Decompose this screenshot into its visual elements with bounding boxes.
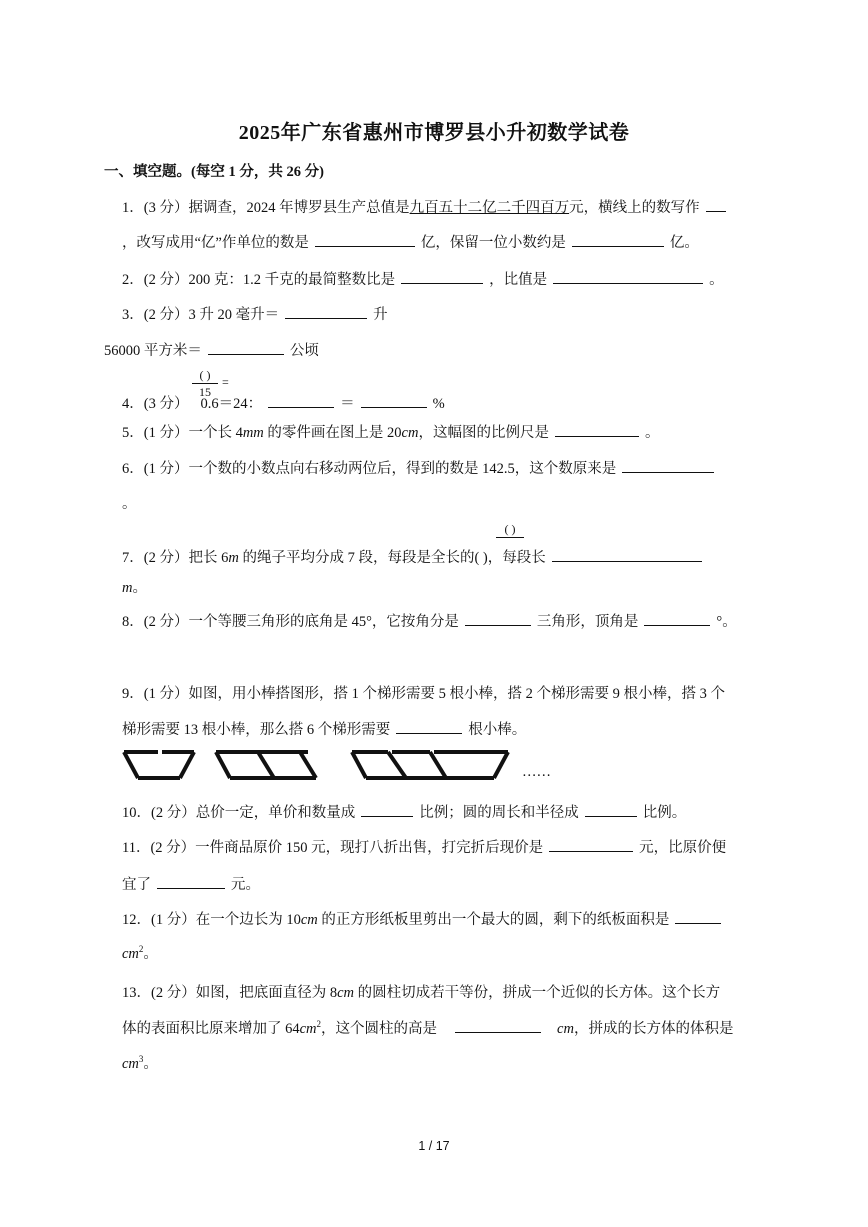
q13-unit-cm3: cm: [122, 1056, 139, 1072]
section-heading: 一、填空题。(每空 1 分，共 26 分): [104, 164, 324, 180]
question-4: [122, 392, 445, 413]
q13-line-3: [122, 1052, 158, 1073]
q13-unit-cm: cm: [337, 985, 354, 1001]
q10-text-b: 比例；圆的周长和半径成: [419, 805, 579, 821]
question-9-line-2: [122, 718, 526, 739]
q5-unit-mm: mm: [242, 425, 264, 441]
q13-text-b: 的圆柱切成若干等份，拼成一个近似的长方体。这个长方: [354, 985, 721, 1001]
q12-text-b: 的正方形纸板里剪出一个最大的圆，剩下的纸板面积是: [317, 912, 670, 928]
q4-fraction-denominator: 15: [199, 385, 211, 399]
q1-answer-blank-2[interactable]: [315, 232, 415, 247]
q4-text: 4．(3 分）: [122, 396, 189, 412]
q2-text-c: 。: [709, 272, 724, 288]
q13-superscript-3: 3: [138, 1054, 144, 1065]
q4-fraction-numerator[interactable]: ( ): [199, 368, 211, 382]
q2-answer-blank-2[interactable]: [553, 269, 703, 284]
q7-answer-blank[interactable]: [552, 547, 702, 562]
q11-text-d: 元。: [231, 877, 260, 893]
q3-text-d: 公顷: [289, 343, 319, 359]
q7-line-2: [122, 576, 147, 597]
q4-equals: =: [222, 375, 229, 389]
q2-answer-blank-1[interactable]: [401, 269, 483, 284]
q13-answer-blank-1[interactable]: [455, 1018, 541, 1033]
q4-text-c: ＝: [340, 396, 355, 412]
trapezoid-figure-1: [124, 752, 194, 778]
q12-superscript: 2: [138, 944, 144, 955]
question-1-line-2: [122, 231, 699, 252]
q2-text: 2．(2 分）200 克：1.2 千克的最简整数比是: [122, 272, 396, 288]
q6-text: 6．(1 分）一个数的小数点向右移动两位后，得到的数是 142.5，这个数原来是: [122, 461, 617, 477]
q11-answer-blank-2[interactable]: [157, 874, 225, 889]
q1-text-d: 亿，保留一位小数约是: [420, 235, 566, 251]
q10-answer-blank-1[interactable]: [361, 802, 413, 817]
q7-unit-m-2: m: [122, 580, 133, 596]
q3-text: 3．(2 分）3 升 20 毫升＝: [122, 307, 280, 323]
q12-unit-cm2: cm: [122, 946, 139, 962]
q3-text-c: 56000 平方米＝: [104, 343, 202, 359]
q5-answer-blank[interactable]: [555, 422, 639, 437]
q11-text-c: 宜了: [122, 877, 151, 893]
q13-text-c: 体的表面积比原来增加了 64: [122, 1021, 300, 1037]
question-12: [122, 908, 727, 929]
q13-superscript-2: 2: [316, 1019, 322, 1030]
trapezoid-stick-figure: [118, 744, 538, 784]
q3-text-b: 升: [373, 307, 388, 323]
q1-text: 1．(3 分）据调查，2024 年博罗县生产总值是: [122, 200, 410, 216]
question-2: [122, 268, 724, 289]
question-1-line-1: [122, 196, 732, 217]
q11-text: 11．(2 分）一件商品原价 150 元，现打八折出售，打完折后现价是: [122, 840, 544, 856]
q2-text-b: ，比值是: [489, 272, 548, 288]
q4-text-b: 0.6＝24：: [200, 396, 263, 412]
q5-text: 5．(1 分）一个长 4: [122, 425, 243, 441]
q3-answer-blank-1[interactable]: [285, 304, 367, 319]
question-11-line-1: [122, 836, 726, 857]
question-9-line-1: 9．(1 分）如图，用小棒搭图形，搭 1 个梯形需要 5 根小棒，搭 2 个梯形需要 9 根小棒，搭 3 个: [122, 686, 725, 702]
q1-answer-blank-3[interactable]: [572, 232, 664, 247]
q5-text-b: 的零件画在图上是 20: [263, 425, 402, 441]
q12-end-mark: 。: [143, 946, 158, 962]
q1-text-e: 亿。: [669, 235, 699, 251]
q7-fraction-numerator[interactable]: ( ): [504, 522, 516, 536]
q9-text-b: 梯形需要 13 根小棒，那么搭 6 个梯形需要: [122, 722, 391, 738]
trapezoid-figure-3: [352, 752, 508, 778]
q4-answer-blank-1[interactable]: [268, 393, 334, 408]
q10-answer-blank-2[interactable]: [585, 802, 637, 817]
q10-text-c: 比例。: [642, 805, 687, 821]
question-13-line-2: [122, 1017, 733, 1038]
question-3-line-1: [122, 303, 388, 324]
q12-unit-cm: cm: [300, 912, 318, 928]
question-10: [122, 801, 686, 822]
document-title: 2025年广东省惠州市博罗县小升初数学试卷: [238, 122, 630, 144]
q8-text-b: 三角形，顶角是: [536, 614, 639, 630]
q13-text: 13．(2 分）如图，把底面直径为 8: [122, 985, 338, 1001]
q8-answer-blank-2[interactable]: [644, 611, 710, 626]
question-8: [122, 610, 737, 631]
q13-text-d: ，这个圆柱的高是: [321, 1021, 438, 1037]
trapezoid-figure-2: [216, 752, 316, 778]
q4-text-d: %: [432, 396, 445, 412]
question-7: [122, 546, 708, 567]
q10-text: 10．(2 分）总价一定，单价和数量成: [122, 805, 356, 821]
q7-text-b: 的绳子平均分成 7 段，每段是全长的( )，每段长: [238, 550, 546, 566]
q13-unit-cm2: cm: [299, 1021, 317, 1037]
q1-answer-blank-1[interactable]: [706, 197, 726, 212]
q6-answer-blank[interactable]: [622, 458, 714, 473]
q7-fraction: [496, 522, 524, 539]
q1-text-b: 元，横线上的数写作: [569, 200, 700, 216]
q9-answer-blank[interactable]: [396, 719, 462, 734]
question-3-line-2: [104, 339, 319, 360]
q3-answer-blank-2[interactable]: [208, 340, 284, 355]
q9-text-c: 根小棒。: [468, 722, 527, 738]
q5-unit-cm: cm: [401, 425, 419, 441]
q9-ellipsis: ……: [522, 764, 551, 780]
q12-answer-blank[interactable]: [675, 909, 721, 924]
q13-end-mark: 。: [143, 1056, 158, 1072]
q8-text: 8．(2 分）一个等腰三角形的底角是 45°，它按角分是: [122, 614, 459, 630]
q4-answer-blank-2[interactable]: [361, 393, 427, 408]
q6-end-mark: 。: [122, 496, 137, 512]
question-11-line-2: [122, 873, 260, 894]
q8-answer-blank-1[interactable]: [465, 611, 531, 626]
q11-text-b: 元，比原价便: [639, 840, 727, 856]
q5-text-d: 。: [644, 425, 660, 441]
q12-line-2: [122, 942, 158, 963]
q7-text: 7．(2 分）把长 6: [122, 550, 229, 566]
q12-text: 12．(1 分）在一个边长为 10: [122, 912, 301, 928]
question-6: [122, 457, 720, 478]
q8-text-c: °。: [716, 614, 737, 630]
q7-unit-m: m: [228, 550, 239, 566]
q13-text-f: ，拼成的长方体的体积是: [573, 1021, 734, 1037]
q1-text-c: ，改写成用“亿”作单位的数是: [122, 235, 309, 251]
q5-text-c: ，这幅图的比例尺是: [418, 425, 549, 441]
q11-answer-blank-1[interactable]: [549, 837, 633, 852]
q1-underlined-number: 九百五十二亿二千四百万: [409, 200, 570, 216]
q7-end-mark: 。: [132, 580, 147, 596]
question-5: [122, 421, 659, 442]
question-13-line-1: [122, 981, 720, 1002]
page-number: 1 / 17: [418, 1139, 450, 1153]
q13-unit-cm-b: cm: [557, 1021, 574, 1037]
